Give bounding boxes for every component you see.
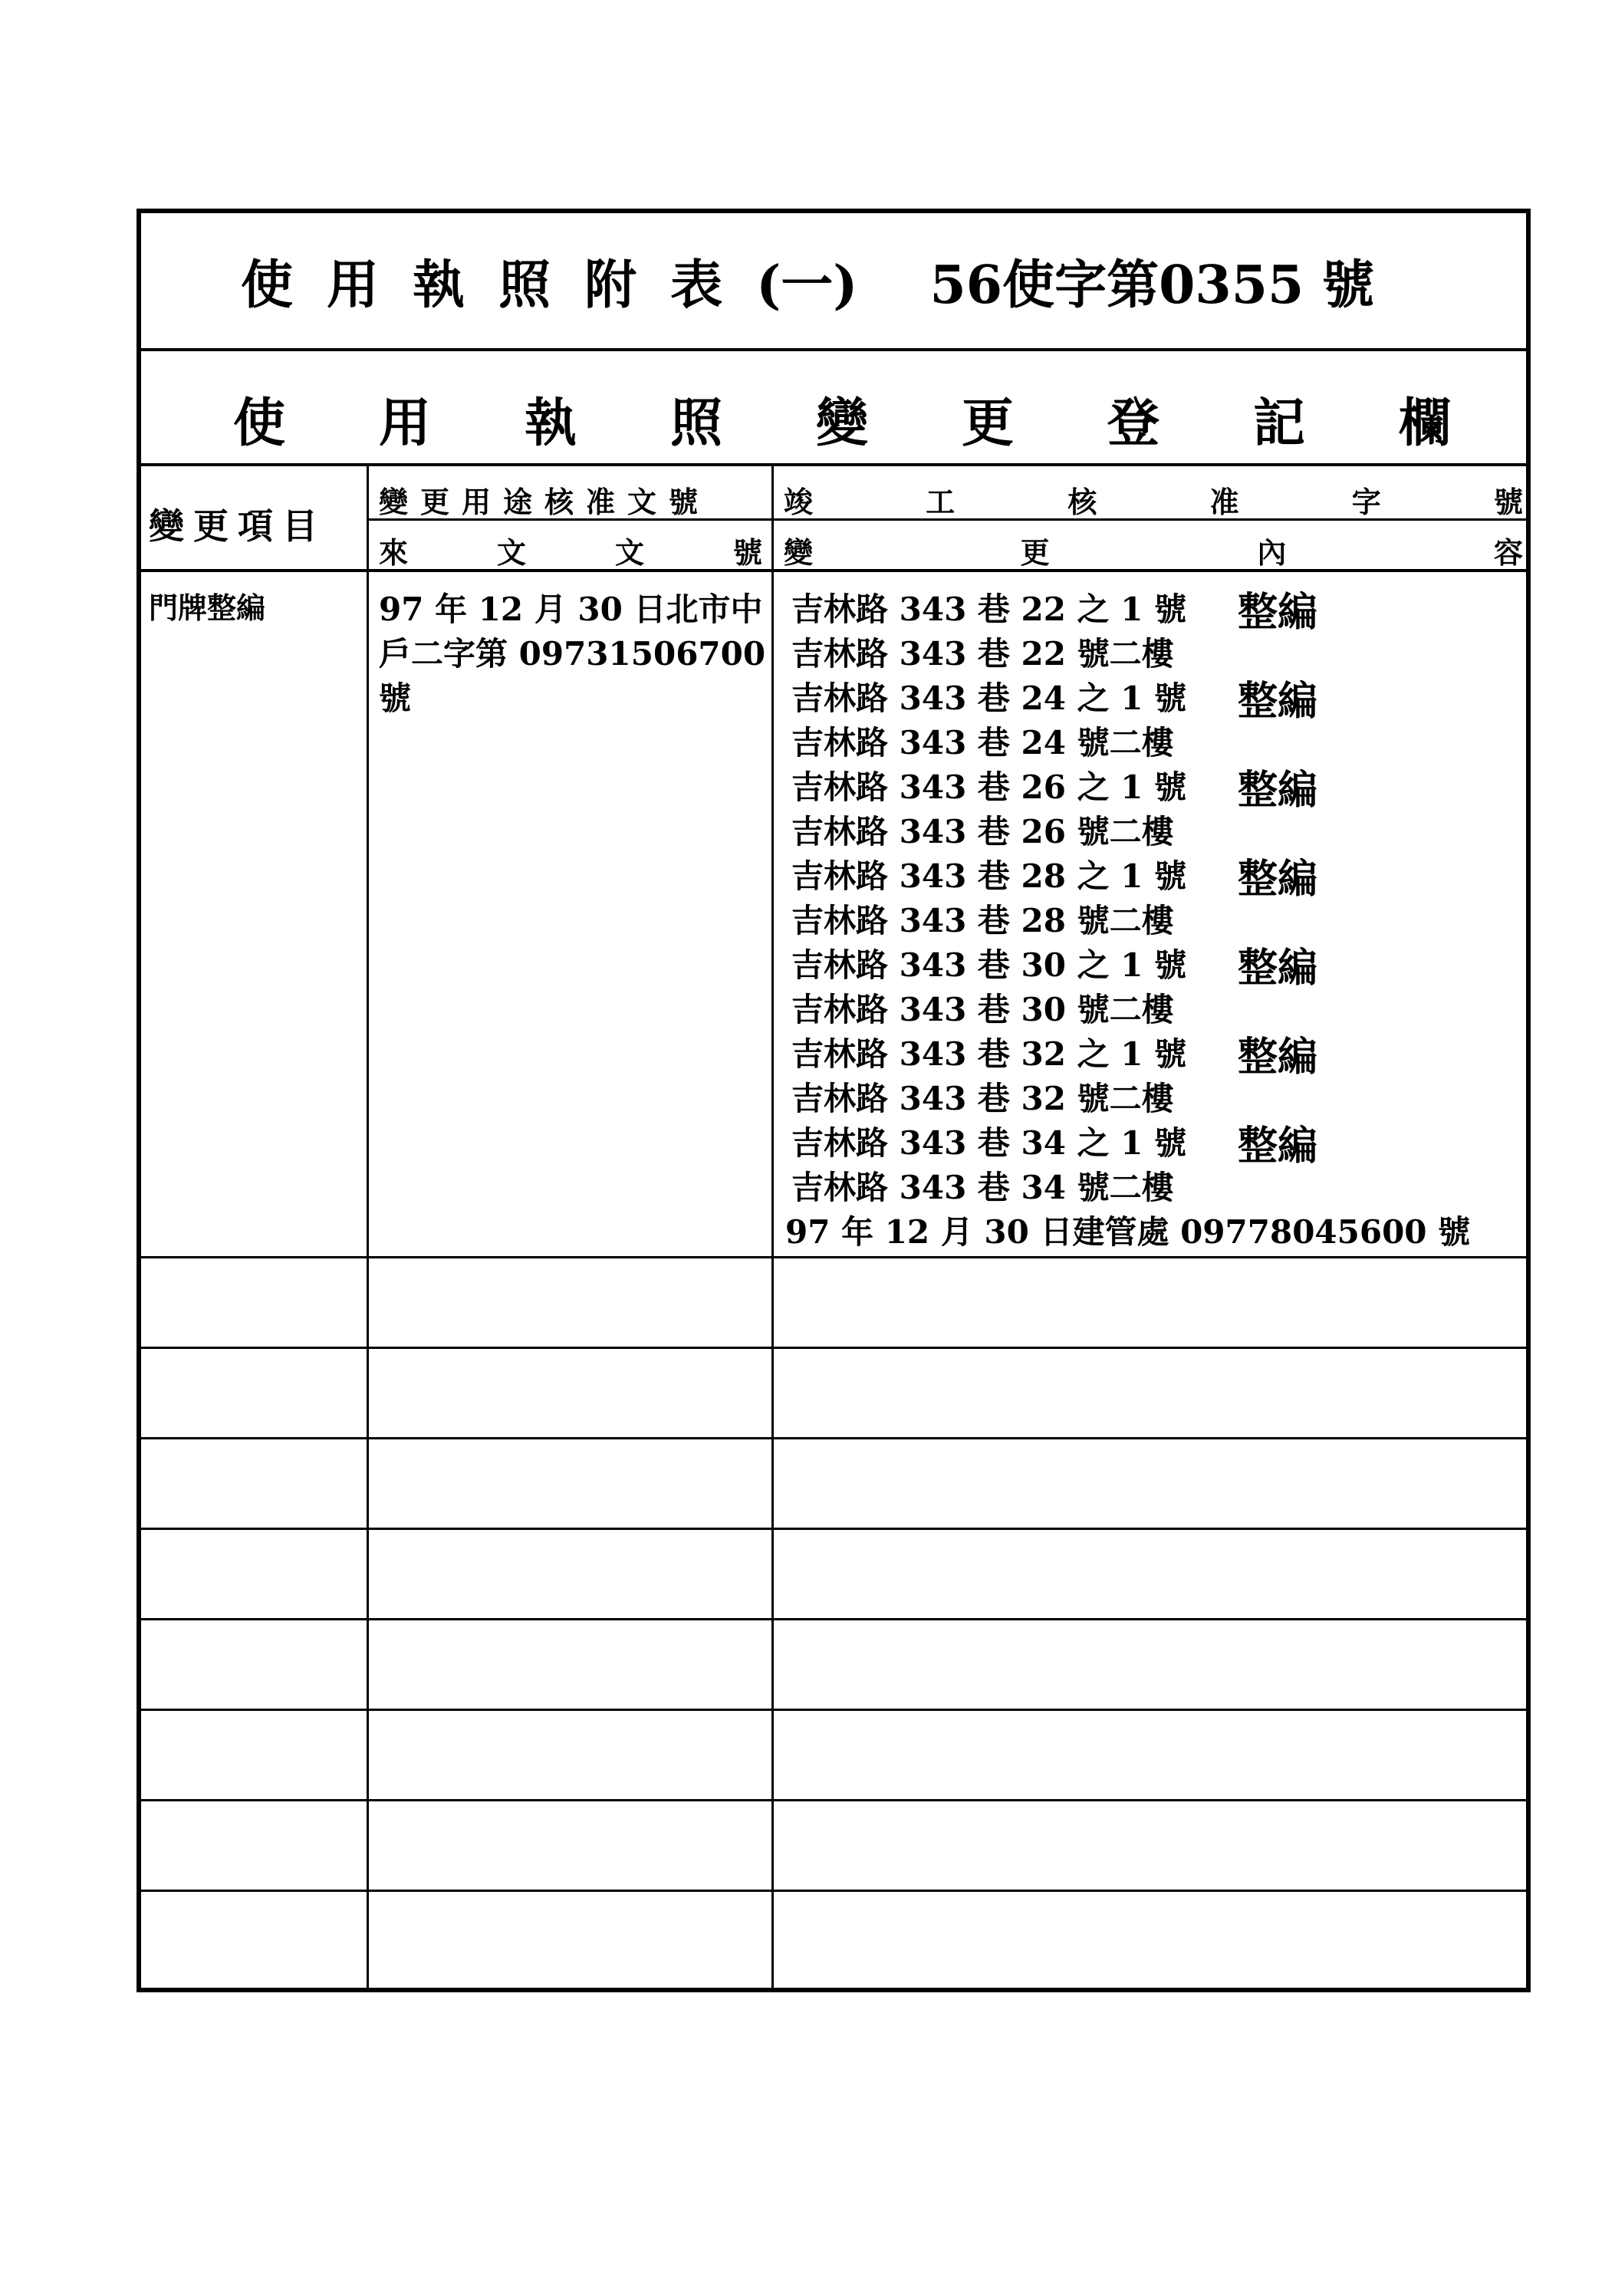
renumber-mark: 整編: [1238, 856, 1318, 903]
subheader-char: 變: [816, 393, 869, 454]
row-line: [141, 1528, 1531, 1530]
content-line: 吉林路 343 巷 32 號二樓: [791, 1080, 1174, 1117]
content-line: 吉林路 343 巷 28 之 1 號: [791, 857, 1187, 895]
approval-line: 97 年 12 月 30 日北市中: [379, 590, 763, 628]
row-line: [141, 1347, 1531, 1349]
subheader-row: [141, 351, 1526, 466]
column-item-header: 變更項目: [149, 505, 327, 547]
content-line: 吉林路 343 巷 24 之 1 號: [791, 679, 1187, 717]
subheader-char: 登: [1107, 393, 1160, 454]
title-row: [141, 213, 1526, 351]
content-line: 吉林路 343 巷 30 之 1 號: [791, 946, 1187, 984]
title-char: 使: [241, 254, 294, 316]
approval-line: 號: [379, 679, 412, 717]
renumber-mark: 整編: [1238, 945, 1318, 992]
license-number: 56使字第0355 號: [929, 254, 1375, 316]
content-line: 吉林路 343 巷 32 之 1 號: [791, 1035, 1187, 1073]
row-line: [141, 1437, 1531, 1439]
title-char: 用: [327, 254, 380, 316]
title-char: (一): [756, 254, 858, 316]
license-table: [137, 209, 1531, 1992]
col-divider-2: [771, 466, 774, 1992]
title-char: 表: [670, 254, 723, 316]
renumber-mark: 整編: [1238, 767, 1318, 814]
content-line: 吉林路 343 巷 26 號二樓: [791, 813, 1174, 850]
subheader-char: 欄: [1399, 393, 1452, 454]
column-completion-header: 竣 工 核 准 字 號: [784, 485, 1523, 519]
subheader-char: 使: [233, 393, 286, 454]
approval-line: 戶二字第 09731506700: [379, 635, 766, 673]
title-char: 執: [413, 254, 465, 316]
title-char: 附: [584, 254, 637, 316]
col-divider-1: [367, 466, 369, 1992]
column-content-header: 變 更 內 容: [784, 535, 1523, 570]
column-approval-header: 變更用途核准文號: [379, 485, 711, 519]
row-line: [141, 1709, 1531, 1711]
content-line: 吉林路 343 巷 34 之 1 號: [791, 1124, 1187, 1162]
subheader-char: 更: [962, 393, 1015, 454]
content-line: 吉林路 343 巷 26 之 1 號: [791, 768, 1187, 806]
subheader-char: 用: [379, 393, 432, 454]
content-line: 吉林路 343 巷 34 號二樓: [791, 1169, 1174, 1206]
renumber-mark: 整編: [1238, 589, 1318, 636]
content-line: 吉林路 343 巷 22 號二樓: [791, 635, 1174, 673]
content-line: 吉林路 343 巷 24 號二樓: [791, 724, 1174, 761]
content-line: 吉林路 343 巷 28 號二樓: [791, 902, 1174, 939]
renumber-mark: 整編: [1238, 1034, 1318, 1081]
row-line: [141, 1256, 1531, 1258]
column-approval-subheader: 來 文 文 號: [379, 535, 762, 570]
row-line: [141, 1799, 1531, 1801]
renumber-mark: 整編: [1238, 1123, 1318, 1169]
record-item: 門牌整編: [149, 590, 266, 625]
row-line: [141, 1890, 1531, 1892]
content-line: 吉林路 343 巷 30 號二樓: [791, 991, 1174, 1028]
renumber-mark: 整編: [1238, 678, 1318, 725]
subheader-char: 執: [525, 393, 577, 454]
content-line: 97 年 12 月 30 日建管處 09778045600 號: [785, 1213, 1471, 1251]
subheader-char: 照: [670, 393, 723, 454]
content-line: 吉林路 343 巷 22 之 1 號: [791, 590, 1187, 628]
row-line: [141, 1618, 1531, 1620]
title-char: 照: [498, 254, 551, 316]
subheader-char: 記: [1253, 393, 1306, 454]
